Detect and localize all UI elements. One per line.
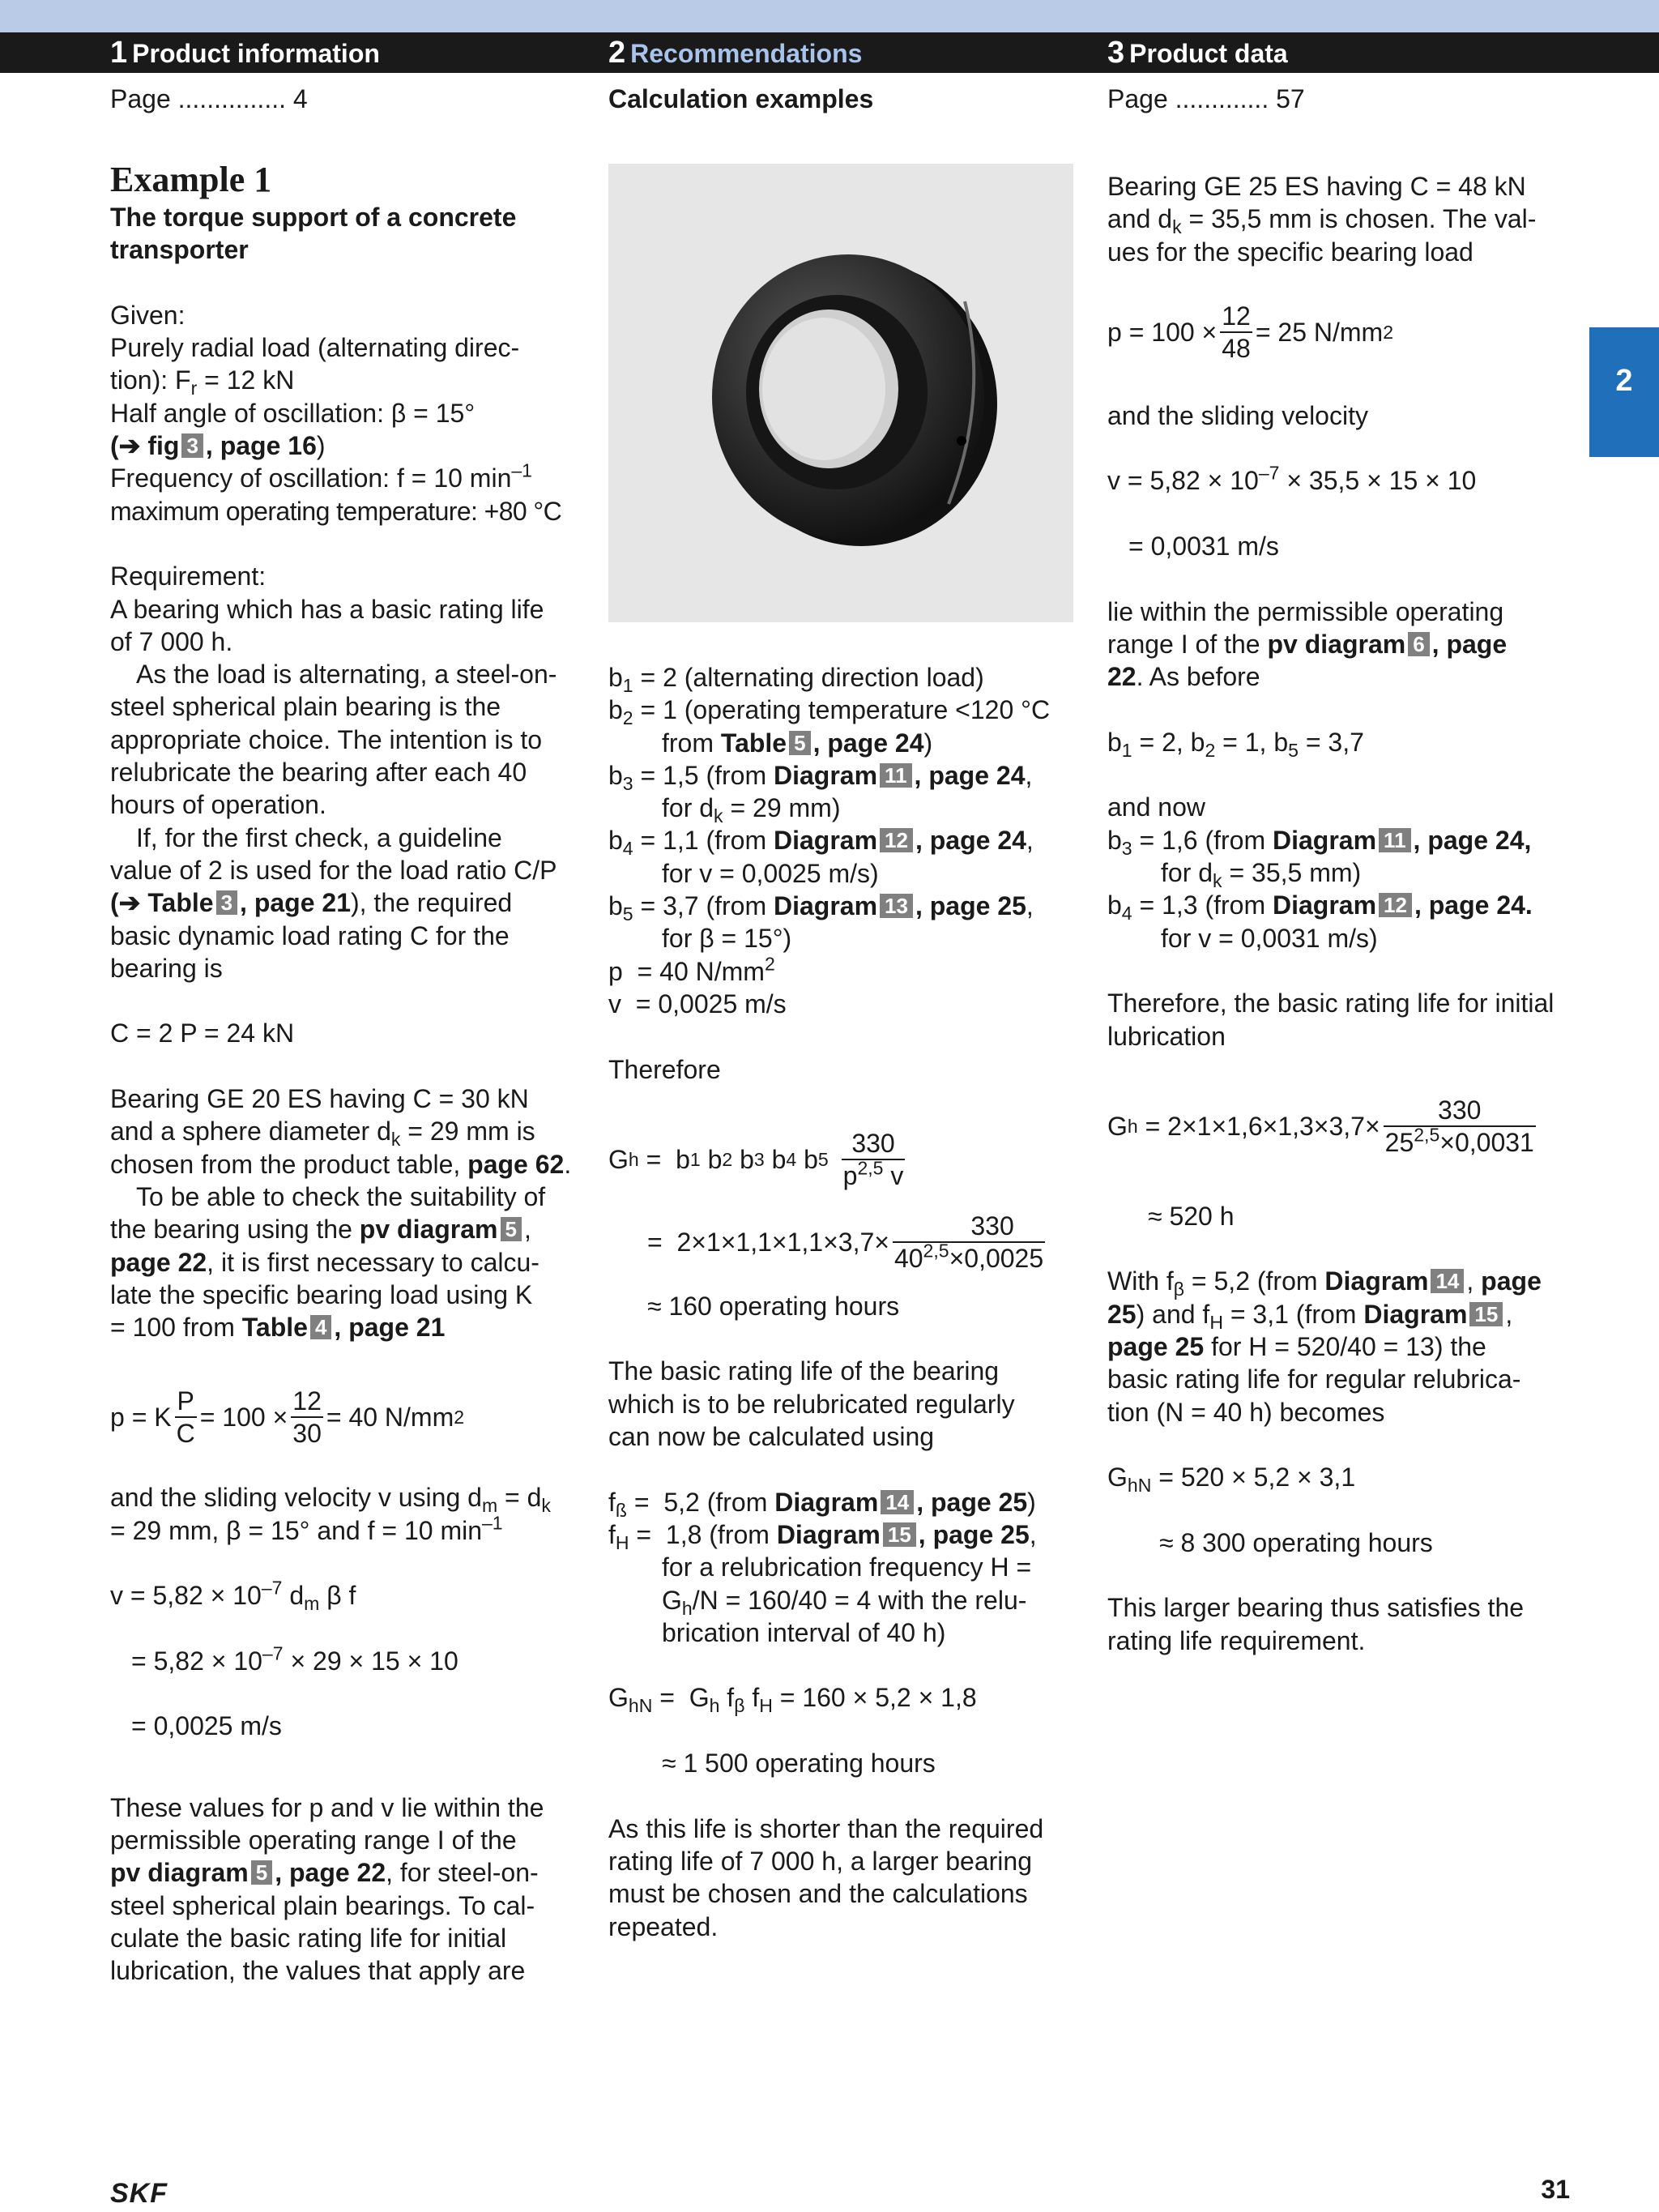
diagram-number-badge: 12 bbox=[880, 828, 913, 852]
column-1: Example 1 The torque support of a concrete transporter Given: Purely radial load (alternating direc- tion): $F_r = 12$ kN Half angle of oscillation: β = 15° (➔ fig 3 , page 16) Frequency of oscillation: f = 10 $\min^{-1}$ maximum operating temperature: +80 °C Requirement: A bearing which has a basic rating life of 7 000 h. As the load is alternating, a steel-on- steel spherical plain bearing is the appropriate choice. The intention is to relubricate the bearing after each 40 hours of operation. If, for the first check, a guideline value of 2 is used for the load ratio C/P (➔ Table 3 , page 21), the required basic dynamic load rating C for the bearing is C = 2 P = 24 kN Bearing GE 20 ES having C = 30 kN and a sphere diameter $d_k = 29$ mm is chosen from the product table, page 62. To be able to check the suitability of the bearing using the pv diagram 5 , page 22, it is first necessary to calcu- late the specific bearing load using K = 100 from Table 4 , page 21 p = K $\frac{P}{C}$ = 100 × $\frac{12}{30}$ = 40 N/mm 2 and the sliding velocity v using $d_m = d_k$ = 29 mm, β = 15° and f = 10 $\min^{-1}$ $v = 5,82 \times 10^{-7}$ $d_m$ β f = $5,82 \times 10^{-7} \times 29 \times 15 \times 10$ = 0,0025 m/s These values for p and v lie within the permissible operating range I of the pv diagram 5 , page 22, for steel-on- steel spherical plain bearings. To cal- culate the basic rating life for initial lubrication, the values that apply are bbox=[110, 159, 580, 1988]
ghn-formula: $G_{hN} = G_h$ $f_\beta$ $f_H = 160 \times 5,2 \times 1,8$ bbox=[608, 1683, 977, 1717]
fig-reference[interactable]: (➔ fig 3 , page 16) bbox=[110, 431, 326, 461]
page-number: 31 bbox=[1541, 2175, 1570, 2204]
column-3: Bearing GE 25 ES having C = 48 kN and $d_k = 35,5$ mm is chosen. The val- ues for the specific bearing load p = 100 × $\frac{12}{48}$ = 25 N/mm 2 and the sliding velocity $v = 5,82 \times 10^{-7} \times 35,5 \times 15 \times 10$ = 0,0031 m/s lie within the permissible operating range I of the pv diagram 6 , page 22. As before $b_1 = 2$, $b_2 = 1$, $b_5 = 3,7$ and now $b_3 = 1,6$ (from Diagram 11 , page 24, for $d_k = 35,5$ mm) $b_4 = 1,3$ (from Diagram 12 , page 24. for v = 0,0031 m/s) Therefore, the basic rating life for initial lubrication G h = 2×1×1,6×1,3×3,7× $\frac{330}{25^{2,5}\times 0,0031}$ ≈ 520 h With $f_\beta = 5,2$ (from Diagram 14 , page 25) and $f_H = 3,1$ (from Diagram 15 , page 25 for H = 520/40 = 13) the basic rating life for regular relubrica- tion (N = 40 h) becomes $G_{hN} = 520 \times 5,2 \times 3,1$ ≈ 8 300 operating hours This larger bearing thus satisfies the rating life requirement. bbox=[1107, 170, 1577, 1657]
bearing-photo bbox=[608, 164, 1073, 622]
fig-number-badge: 3 bbox=[181, 433, 203, 458]
example-heading: The torque support of a concrete bbox=[110, 203, 517, 232]
gh-formula: G h = b 1 b 2 b 3 b 4 b 5 $\frac{330}{p^{2,5} v}$ bbox=[608, 1128, 904, 1190]
top-band bbox=[0, 0, 1659, 32]
diagram-number-badge: 12 bbox=[1379, 893, 1412, 917]
gh-formula-2: G h = 2×1×1,6×1,3×3,7× $\frac{330}{25^{2,5}\times 0,0031}$ bbox=[1107, 1095, 1534, 1157]
requirement-label: Requirement: bbox=[110, 562, 267, 591]
diagram-number-badge: 15 bbox=[1469, 1302, 1503, 1326]
nav-product-data[interactable]: 3 Product data bbox=[1107, 36, 1288, 70]
column-2: $b_1 = 2$ (alternating direction load) $b_2 = 1$ (operating temperature <120 °C from Table 5 , page 24) $b_3 = 1,5$ (from Diagram 11 , page 24, for $d_k = 29$ mm) $b_4 = 1,1$ (from Diagram 12 , page 24, for v = 0,0025 m/s) $b_5 = 3,7$ (from Diagram 13 , page 25, for β = 15°) p = 40 $N/mm^2$ v = 0,0025 m/s Therefore G h = b 1 b 2 b 3 b 4 b 5 $\frac{330}{p^{2,5} v}$ = 2×1×1,1×1,1×3,7× $\frac{330}{40^{2,5}\times 0,0025}$ ≈ 160 operating hours The basic rating life of the bearing which is to be relubricated regularly can now be calculated using $f_ß = 5,2$ (from Diagram 14 , page 25) $f_H = 1,8$ (from Diagram 15 , page 25, for a relubrication frequency H = $G_h/N = 160/40 = 4$ with the relu- brication interval of 40 h) $G_{hN} = G_h$ $f_\beta$ $f_H = 160 \times 5,2 \times 1,8$ ≈ 1 500 operating hours As this life is shorter than the required rating life of 7 000 h, a larger bearing must be chosen and the calculations repeated. bbox=[608, 661, 1078, 1943]
subnav-section-title: Calculation examples bbox=[608, 84, 874, 113]
diagram-number-badge: 5 bbox=[251, 1860, 272, 1885]
ghn-formula-2: $G_{hN} = 520 \times 5,2 \times 3,1$ bbox=[1107, 1463, 1356, 1497]
table-reference[interactable]: (➔ Table 3 , page 21), the required bbox=[110, 888, 513, 918]
v-formula-2: $v = 5,82 \times 10^{-7} \times 35,5 \times 15 \times 10$ bbox=[1107, 462, 1477, 496]
gh-calculation: = 2×1×1,1×1,1×3,7× $\frac{330}{40^{2,5}\times 0,0025}$ bbox=[647, 1211, 1044, 1273]
subnav-page-left[interactable]: Page ............... 4 bbox=[110, 84, 308, 113]
spherical-plain-bearing-image bbox=[608, 164, 1073, 622]
nav-recommendations[interactable]: 2 Recommendations bbox=[608, 36, 863, 70]
diagram-number-badge: 15 bbox=[883, 1522, 916, 1547]
subnav-page-right[interactable]: Page ............. 57 bbox=[1107, 84, 1305, 113]
p-formula-2: p = 100 × $\frac{12}{48}$ = 25 N/mm 2 bbox=[1107, 301, 1394, 363]
chapter-side-tab[interactable]: 2 bbox=[1589, 327, 1659, 457]
nav-product-information[interactable]: 1 Product information bbox=[110, 36, 380, 70]
diagram-number-badge: 13 bbox=[880, 894, 913, 918]
given-label: Given: bbox=[110, 300, 186, 330]
skf-logo: SKF bbox=[110, 2178, 168, 2209]
example-title: Example 1 bbox=[110, 160, 272, 199]
diagram-number-badge: 11 bbox=[880, 763, 912, 788]
table-number-badge: 4 bbox=[310, 1315, 331, 1339]
diagram-number-badge: 6 bbox=[1408, 632, 1429, 656]
diagram-number-badge: 14 bbox=[1431, 1269, 1464, 1293]
diagram-number-badge: 11 bbox=[1379, 828, 1411, 852]
diagram-number-badge: 5 bbox=[501, 1217, 522, 1241]
table-number-badge: 3 bbox=[216, 890, 237, 915]
p-formula: p = K $\frac{P}{C}$ = 100 × $\frac{12}{30}$ = 40 N/mm 2 bbox=[110, 1386, 465, 1449]
v-formula: $v = 5,82 \times 10^{-7}$ $d_m$ β f bbox=[110, 1577, 356, 1615]
diagram-number-badge: 14 bbox=[881, 1490, 914, 1514]
table-number-badge: 5 bbox=[789, 731, 810, 755]
c-formula: C = 2 P = 24 kN bbox=[110, 1018, 295, 1048]
